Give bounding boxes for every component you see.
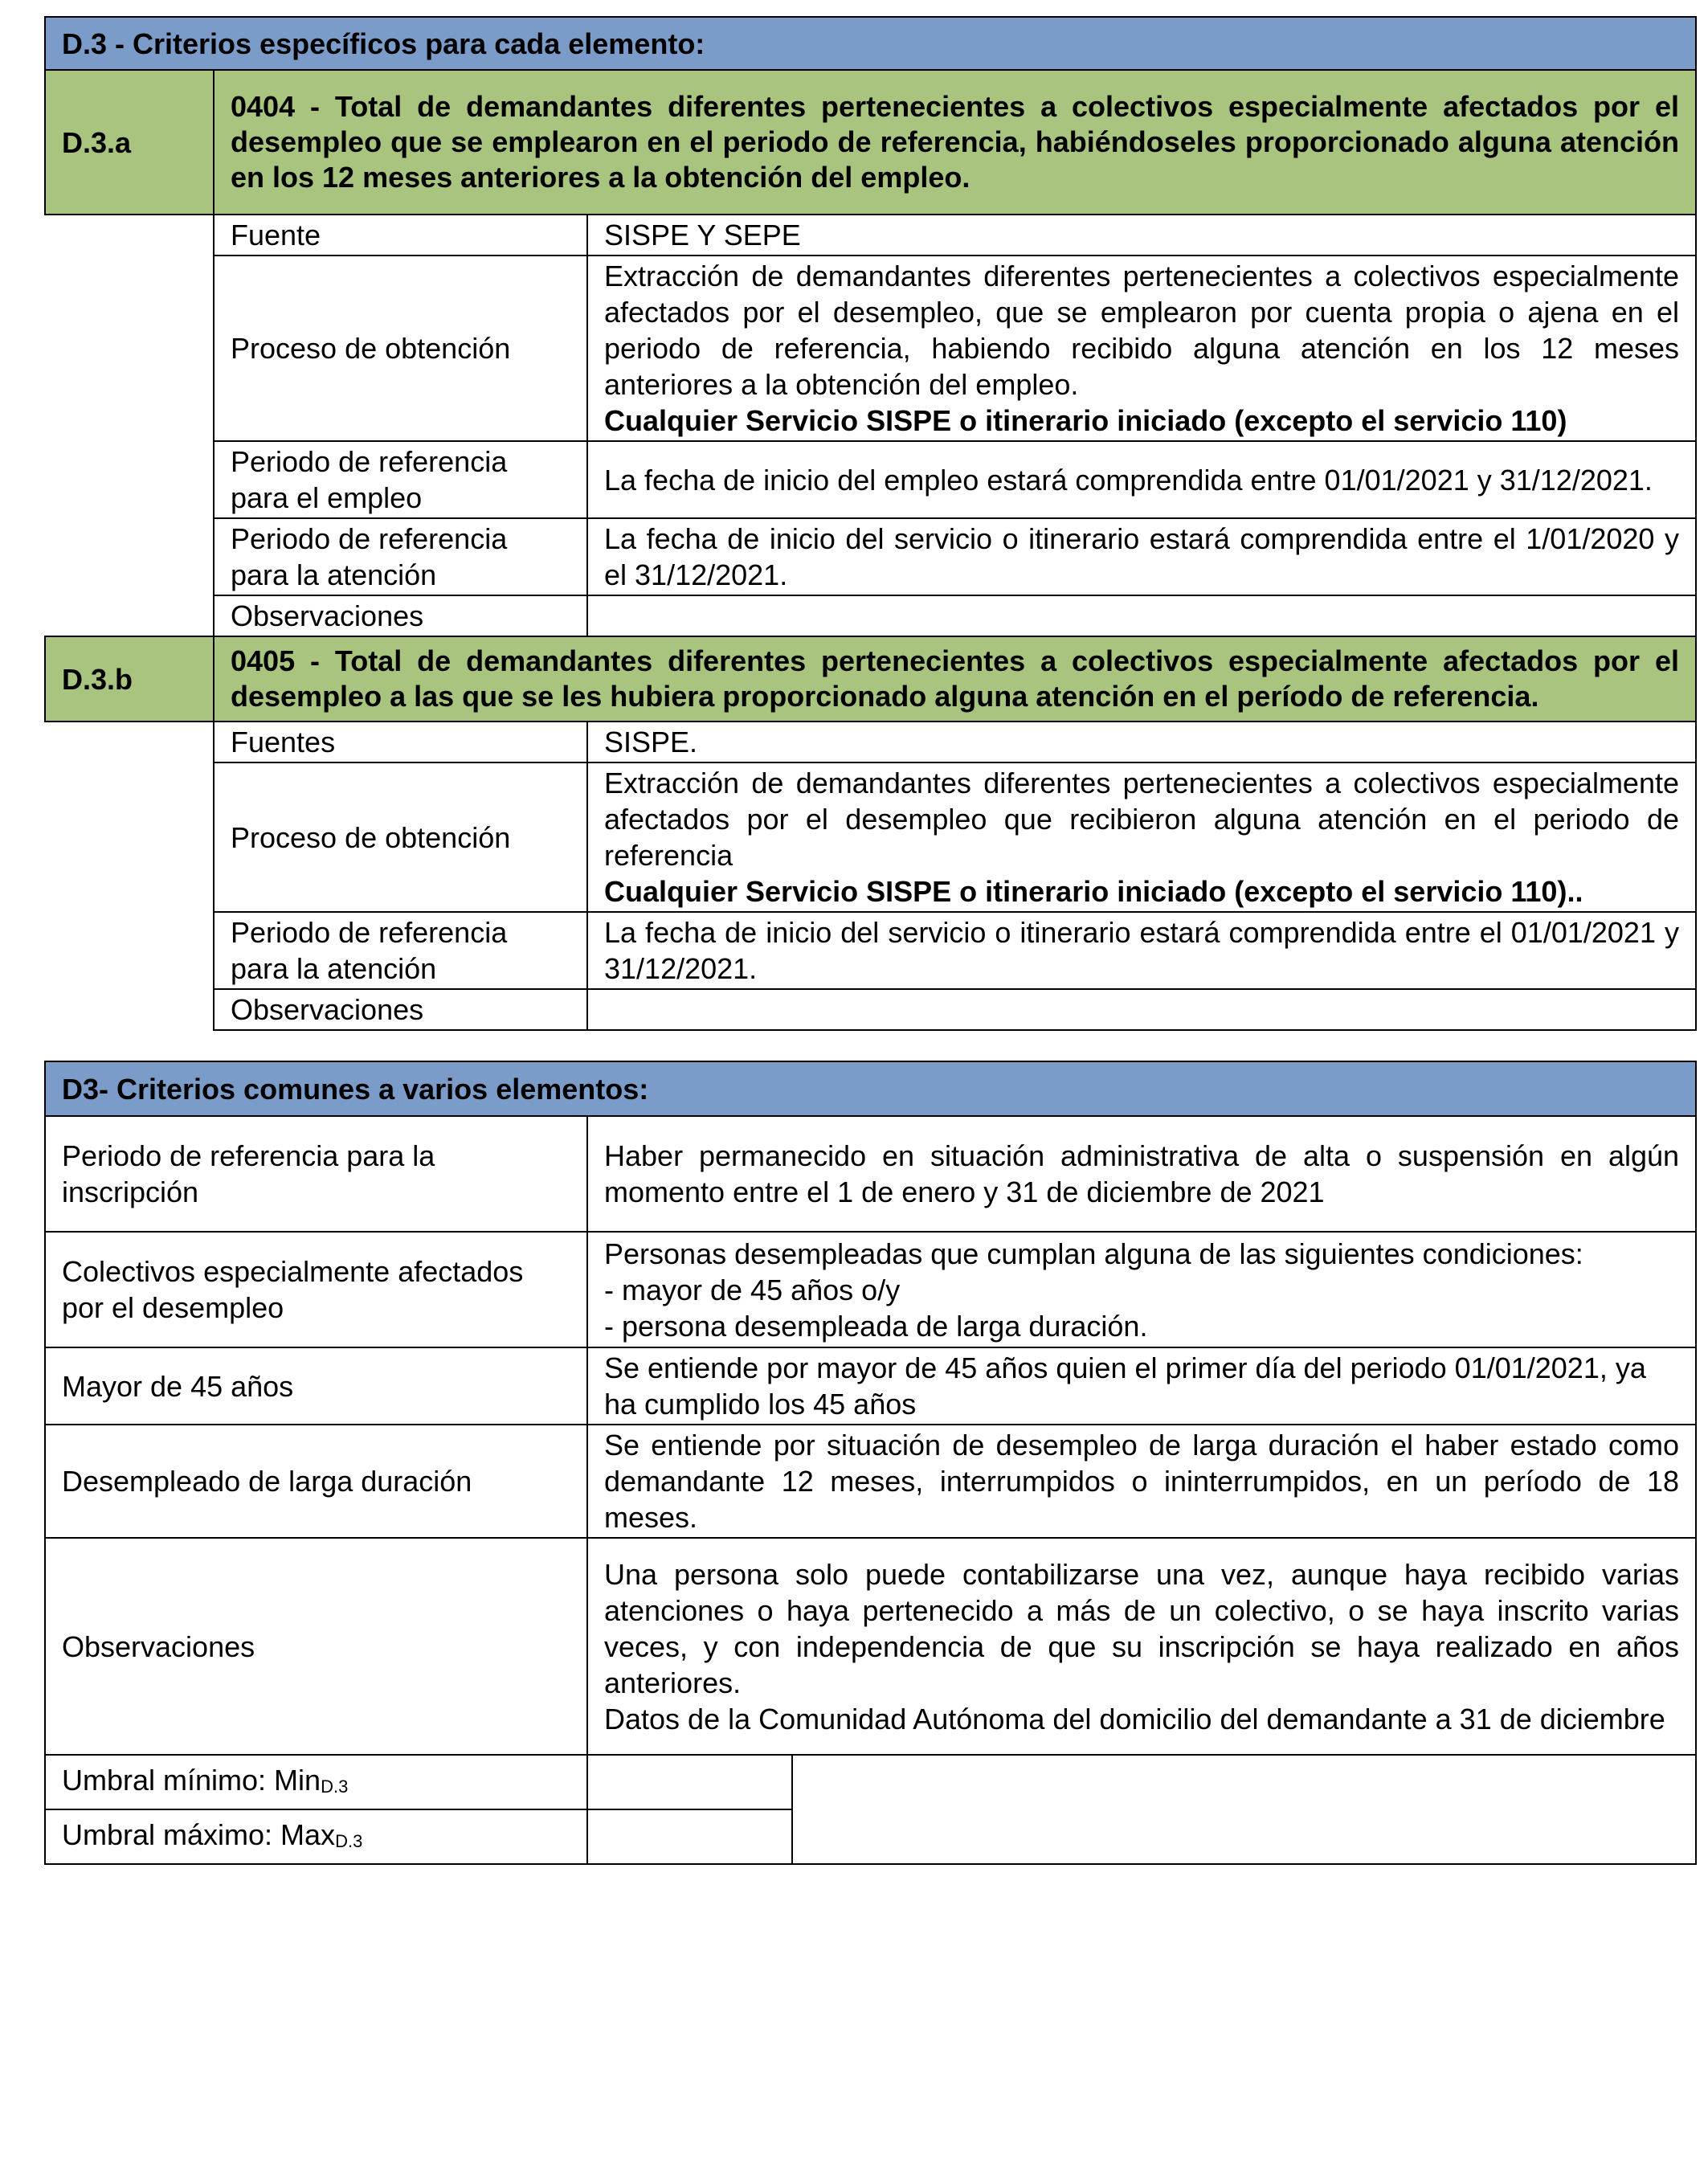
- threshold-blank: [792, 1755, 1696, 1864]
- threshold-max-sub: D.3: [335, 1831, 363, 1851]
- row-value-bold: Cualquier Servicio SISPE o itinerario iniciado (excepto el servicio 110): [604, 404, 1567, 437]
- row-label: Periodo de referencia para la atención: [214, 518, 587, 595]
- row-value: [587, 595, 1696, 636]
- indent-spacer: [45, 215, 214, 636]
- common-row-line: - mayor de 45 años o/y: [604, 1273, 901, 1306]
- threshold-min-value: [587, 1755, 792, 1809]
- row-label: Observaciones: [214, 989, 587, 1030]
- threshold-min-sub: D.3: [321, 1776, 349, 1797]
- common-row-label: Periodo de referencia para la inscripción: [45, 1116, 587, 1232]
- row-value: La fecha de inicio del servicio o itinerario estará comprendida entre el 01/01/2021 y 31/12/2021.: [587, 912, 1696, 989]
- common-row-label: Colectivos especialmente afectados por el desempleo: [45, 1232, 587, 1347]
- row-label: Fuentes: [214, 722, 587, 762]
- common-row-label: Desempleado de larga duración: [45, 1425, 587, 1538]
- row-value: La fecha de inicio del servicio o itinerario estará comprendida entre el 1/01/2020 y el 31/12/2021.: [587, 518, 1696, 595]
- row-label: Observaciones: [214, 595, 587, 636]
- specific-criteria-header: D.3 - Criterios específicos para cada elemento:: [45, 17, 1696, 70]
- common-criteria-header: D3- Criterios comunes a varios elementos:: [45, 1061, 1696, 1116]
- common-row-value: Se entiende por mayor de 45 años quien el primer día del periodo 01/01/2021, ya ha cumplido los 45 años: [587, 1347, 1696, 1425]
- row-value: Extracción de demandantes diferentes pertenecientes a colectivos especialmente afectados por el desempleo que recibieron alguna atención en el periodo de referencia: [604, 767, 1679, 872]
- row-label: Fuente: [214, 215, 587, 256]
- common-row-line: Datos de la Comunidad Autónoma del domicilio del demandante a 31 de diciembre: [604, 1702, 1665, 1736]
- common-row-value: Se entiende por situación de desempleo de larga duración el haber estado como demandante 12 meses, interrumpidos o ininterrumpidos, en un período de 18 meses.: [587, 1425, 1696, 1538]
- common-row-line: Personas desempleadas que cumplan alguna de las siguientes condiciones:: [604, 1237, 1583, 1270]
- common-row-value-cell: [587, 1232, 1696, 1347]
- common-row-value: Haber permanecido en situación administrativa de alta o suspensión en algún momento entre el 1 de enero y 31 de diciembre de 2021: [587, 1116, 1696, 1232]
- common-row-value-cell: [587, 1538, 1696, 1755]
- row-value-bold: Cualquier Servicio SISPE o itinerario iniciado (excepto el servicio 110)..: [604, 875, 1583, 908]
- threshold-max-text: Umbral máximo: Max: [62, 1818, 336, 1851]
- row-value: La fecha de inicio del empleo estará comprendida entre 01/01/2021 y 31/12/2021.: [587, 441, 1696, 518]
- common-row-line: Una persona solo puede contabilizarse una vez, aunque haya recibido varias atenciones o haya pertenecido a más de un colectivo, o se haya inscrito varias veces, y con independencia de que su inscripción se haya realizado en años anteriores.: [604, 1557, 1680, 1699]
- threshold-max-value: [587, 1809, 792, 1864]
- element-title-d3a: 0404 - Total de demandantes diferentes pertenecientes a colectivos especialmente afectados por el desempleo que se emplearon en el periodo de referencia, habiéndoseles proporcionado alguna atención en los 12 meses anteriores a la obtención del empleo.: [214, 70, 1696, 215]
- threshold-max-label: [45, 1809, 587, 1864]
- threshold-min-text: Umbral mínimo: Min: [62, 1764, 321, 1797]
- element-code-d3b: D.3.b: [45, 636, 214, 722]
- row-label: Periodo de referencia para la atención: [214, 912, 587, 989]
- row-label: Proceso de obtención: [214, 762, 587, 912]
- common-row-label: Observaciones: [45, 1538, 587, 1755]
- common-criteria-table: [44, 1061, 1697, 1865]
- row-label: Proceso de obtención: [214, 256, 587, 441]
- element-code-d3a: D.3.a: [45, 70, 214, 215]
- row-value: SISPE Y SEPE: [587, 215, 1696, 256]
- indent-spacer: [45, 722, 214, 1030]
- row-label: Periodo de referencia para el empleo: [214, 441, 587, 518]
- common-row-label: Mayor de 45 años: [45, 1347, 587, 1425]
- common-row-line: - persona desempleada de larga duración.: [604, 1309, 1148, 1343]
- row-value: [587, 989, 1696, 1030]
- element-title-d3b: 0405 - Total de demandantes diferentes pertenecientes a colectivos especialmente afectados por el desempleo a las que se les hubiera proporcionado alguna atención en el período de referencia.: [214, 636, 1696, 722]
- row-value: SISPE.: [587, 722, 1696, 762]
- row-value-cell: [587, 762, 1696, 912]
- row-value-cell: [587, 256, 1696, 441]
- specific-criteria-table: [44, 16, 1697, 1031]
- row-value: Extracción de demandantes diferentes pertenecientes a colectivos especialmente afectados por el desempleo, que se emplearon por cuenta propia o ajena en el periodo de referencia, habiendo recibido alguna atención en los 12 meses anteriores a la obtención del empleo.: [604, 260, 1679, 401]
- threshold-min-label: [45, 1755, 587, 1809]
